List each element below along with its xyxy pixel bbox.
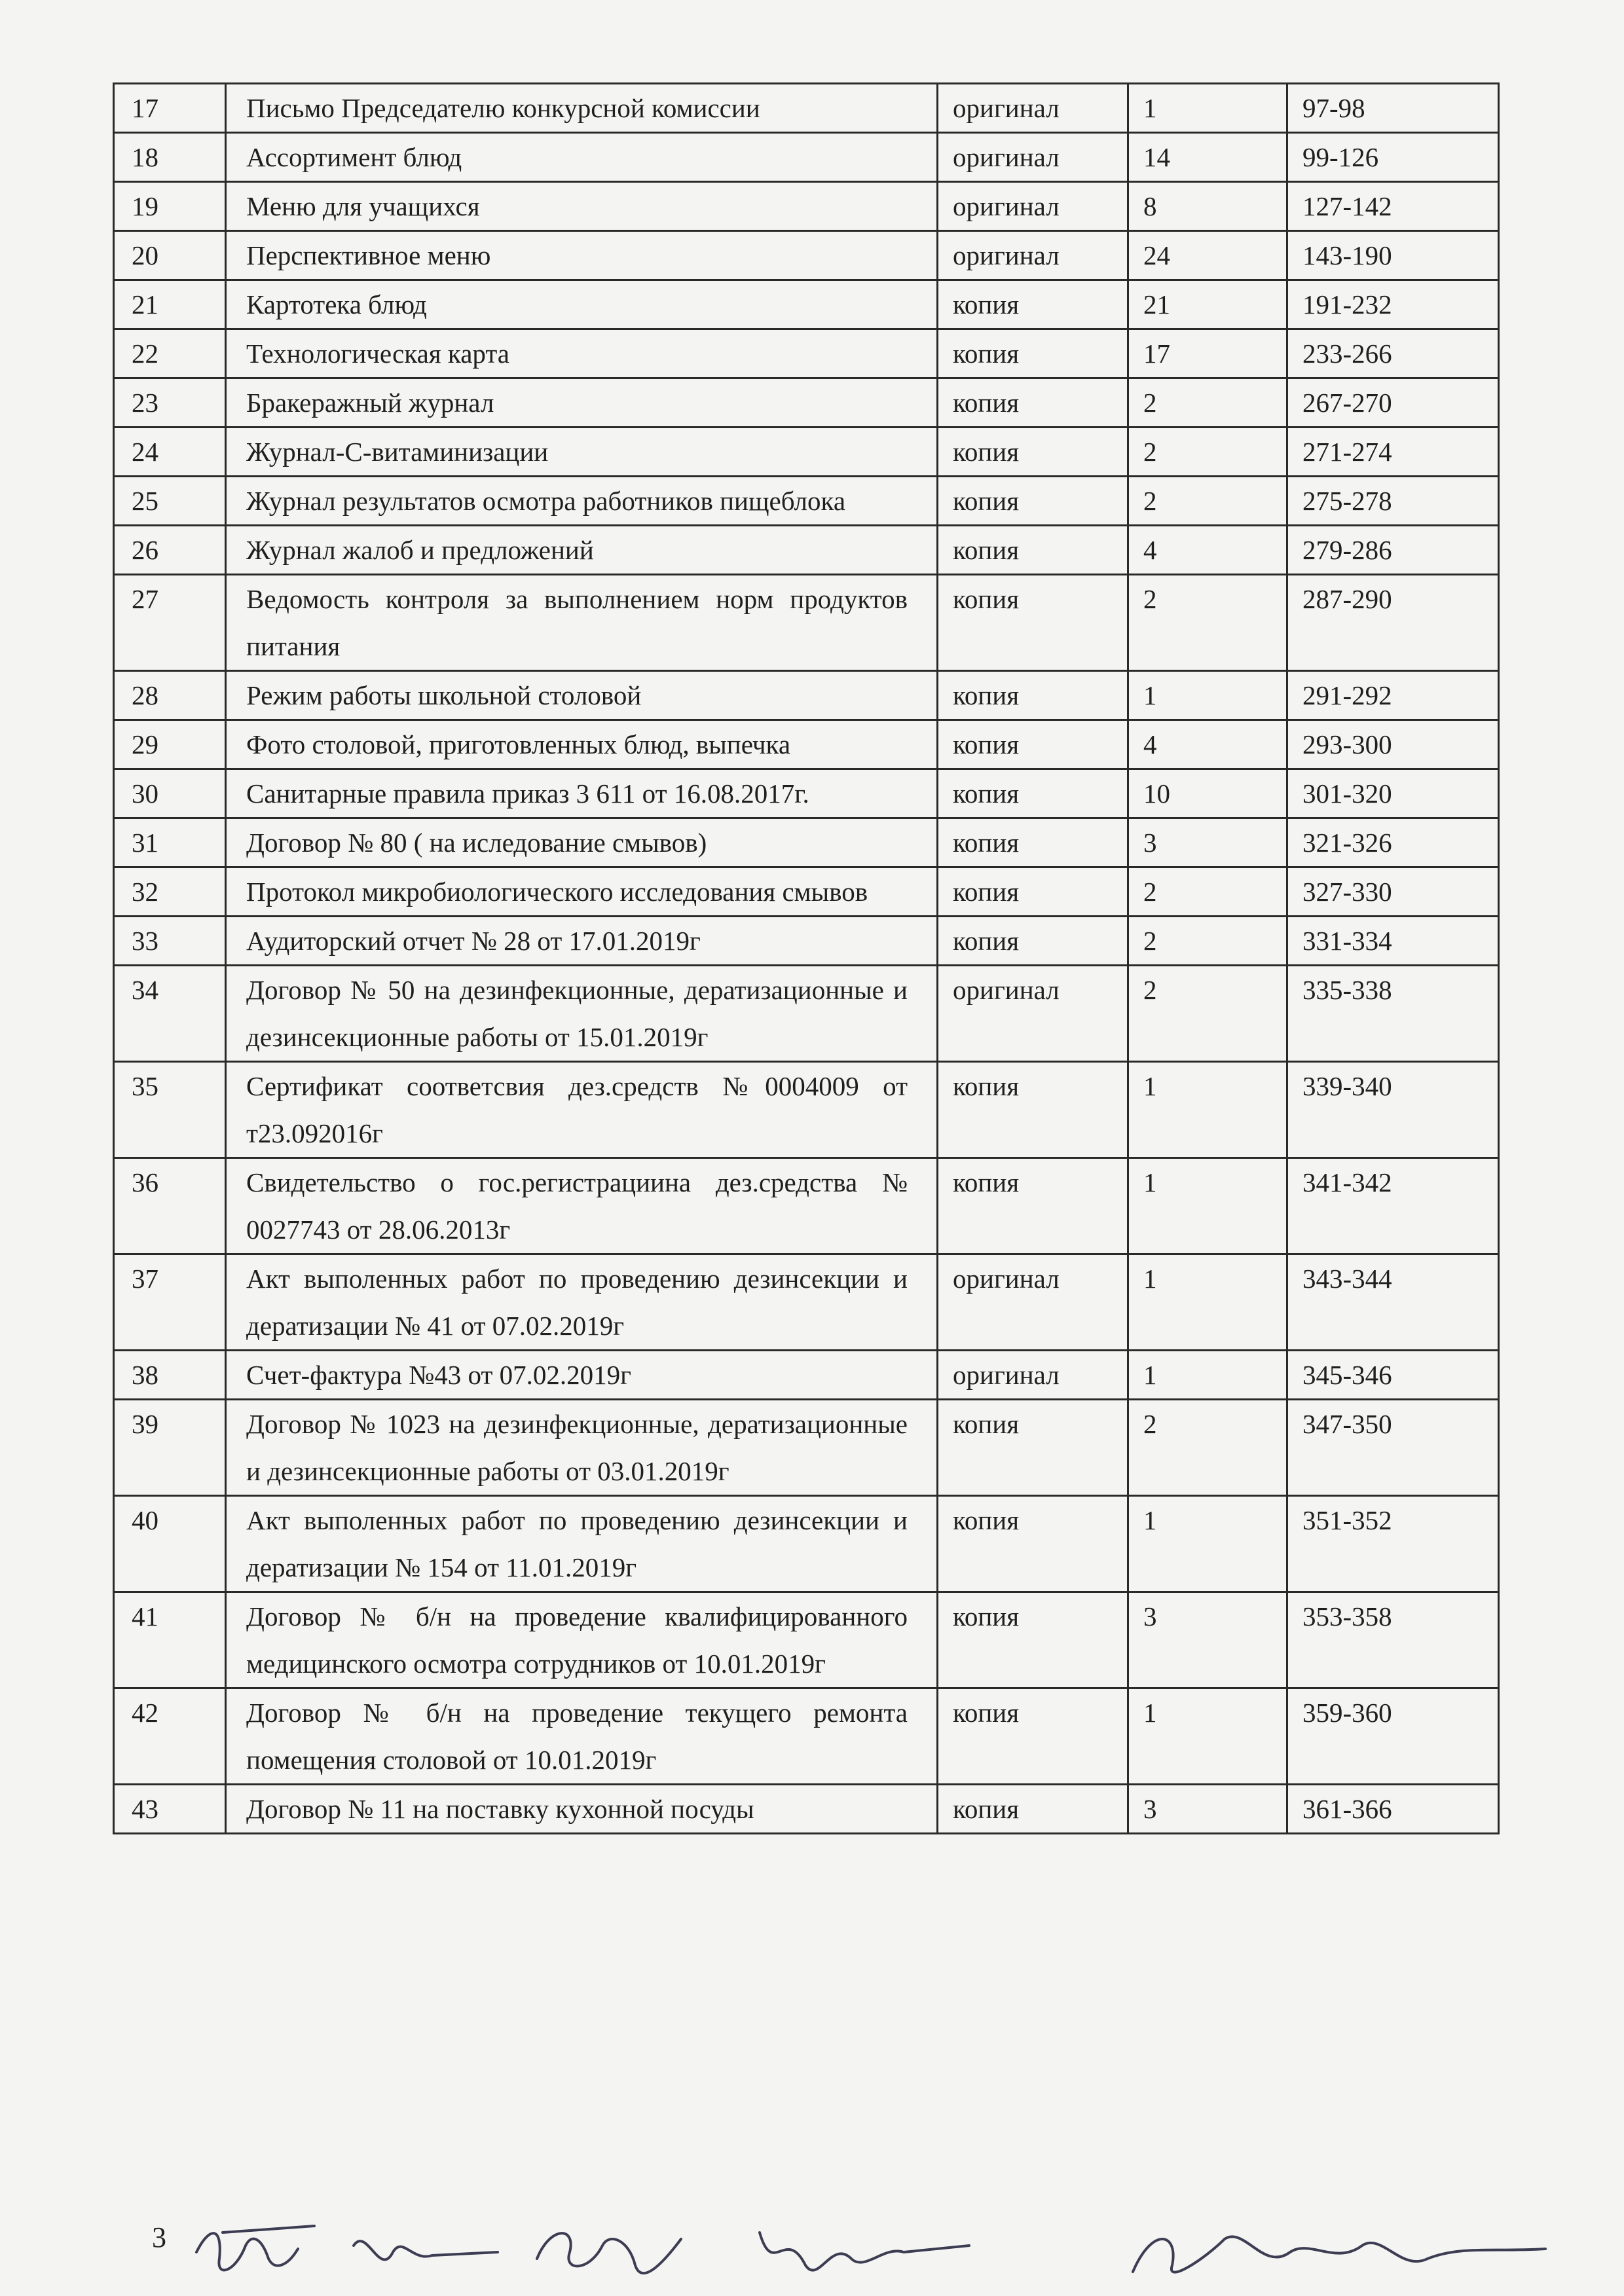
table-row [114, 428, 1499, 477]
table-row [114, 133, 1499, 182]
sheet-count: 1 [1128, 1688, 1287, 1785]
row-number: 27 [114, 575, 226, 671]
sheet-count: 1 [1128, 1496, 1287, 1592]
document-title: Журнал результатов осмотра работников пищеблока [226, 477, 938, 526]
document-title: Перспективное меню [226, 231, 938, 280]
sheet-count: 8 [1128, 182, 1287, 231]
document-type: копия [938, 671, 1128, 720]
document-type: копия [938, 1592, 1128, 1688]
table-row [114, 526, 1499, 575]
table-row [114, 477, 1499, 526]
document-title: Договор № 80 ( на иследование смывов) [226, 818, 938, 867]
page-range: 143-190 [1287, 231, 1499, 280]
page-range: 97-98 [1287, 84, 1499, 133]
row-number: 43 [114, 1785, 226, 1834]
row-number: 42 [114, 1688, 226, 1785]
sheet-count: 2 [1128, 378, 1287, 428]
row-number: 18 [114, 133, 226, 182]
document-type: копия [938, 867, 1128, 917]
sheet-count: 4 [1128, 526, 1287, 575]
row-number: 22 [114, 329, 226, 378]
row-number: 28 [114, 671, 226, 720]
table-row [114, 84, 1499, 133]
sheet-count: 2 [1128, 966, 1287, 1062]
document-title: Письмо Председателю конкурсной комиссии [226, 84, 938, 133]
row-number: 39 [114, 1400, 226, 1496]
document-title: Договор № 11 на поставку кухонной посуды [226, 1785, 938, 1834]
document-title: Акт выполенных работ по проведению дезинсекции и дератизации № 154 от 11.01.2019г [226, 1496, 938, 1592]
document-title: Акт выполенных работ по проведению дезинсекции и дератизации № 41 от 07.02.2019г [226, 1254, 938, 1351]
page-range: 127-142 [1287, 182, 1499, 231]
page-range: 351-352 [1287, 1496, 1499, 1592]
document-type: оригинал [938, 231, 1128, 280]
table-row [114, 1496, 1499, 1592]
document-type: копия [938, 1785, 1128, 1834]
row-number: 26 [114, 526, 226, 575]
sheet-count: 2 [1128, 867, 1287, 917]
table-row [114, 1400, 1499, 1496]
table-row [114, 1062, 1499, 1158]
table-row [114, 182, 1499, 231]
page-range: 331-334 [1287, 917, 1499, 966]
row-number: 30 [114, 769, 226, 818]
table-row [114, 867, 1499, 917]
table-row [114, 720, 1499, 769]
row-number: 25 [114, 477, 226, 526]
sheet-count: 17 [1128, 329, 1287, 378]
table-row [114, 575, 1499, 671]
row-number: 19 [114, 182, 226, 231]
document-title: Счет-фактура №43 от 07.02.2019г [226, 1351, 938, 1400]
row-number: 41 [114, 1592, 226, 1688]
sheet-count: 21 [1128, 280, 1287, 329]
sheet-count: 1 [1128, 1158, 1287, 1254]
document-type: копия [938, 428, 1128, 477]
document-type: копия [938, 720, 1128, 769]
document-title: Журнал жалоб и предложений [226, 526, 938, 575]
document-type: копия [938, 329, 1128, 378]
document-title: Фото столовой, приготовленных блюд, выпечка [226, 720, 938, 769]
table-row [114, 1785, 1499, 1834]
page-range: 343-344 [1287, 1254, 1499, 1351]
document-type: копия [938, 1688, 1128, 1785]
document-type: копия [938, 1158, 1128, 1254]
document-inventory-table [113, 82, 1500, 1834]
row-number: 37 [114, 1254, 226, 1351]
sheet-count: 3 [1128, 1592, 1287, 1688]
page-range: 291-292 [1287, 671, 1499, 720]
page-number: 3 [152, 2221, 166, 2253]
page-range: 293-300 [1287, 720, 1499, 769]
document-title: Договор № б/н на проведение текущего ремонта помещения столовой от 10.01.2019г [226, 1688, 938, 1785]
document-title: Аудиторский отчет № 28 от 17.01.2019г [226, 917, 938, 966]
row-number: 21 [114, 280, 226, 329]
page-range: 347-350 [1287, 1400, 1499, 1496]
row-number: 40 [114, 1496, 226, 1592]
table-body [114, 84, 1499, 1834]
table-row [114, 1158, 1499, 1254]
document-type: оригинал [938, 182, 1128, 231]
row-number: 17 [114, 84, 226, 133]
document-title: Сертификат соответсвия дез.средств №0004009 от т23.092016г [226, 1062, 938, 1158]
table-row [114, 231, 1499, 280]
document-type: копия [938, 526, 1128, 575]
document-title: Бракеражный журнал [226, 378, 938, 428]
page-range: 321-326 [1287, 818, 1499, 867]
page-range: 361-366 [1287, 1785, 1499, 1834]
row-number: 20 [114, 231, 226, 280]
table-row [114, 378, 1499, 428]
document-title: Режим работы школьной столовой [226, 671, 938, 720]
table-row [114, 1351, 1499, 1400]
page-range: 287-290 [1287, 575, 1499, 671]
page-range: 271-274 [1287, 428, 1499, 477]
row-number: 35 [114, 1062, 226, 1158]
handwritten-signatures [183, 2200, 1591, 2291]
table-row [114, 966, 1499, 1062]
table-row [114, 280, 1499, 329]
table-row [114, 818, 1499, 867]
document-type: копия [938, 1062, 1128, 1158]
document-type: оригинал [938, 1254, 1128, 1351]
document-type: оригинал [938, 84, 1128, 133]
document-type: оригинал [938, 1351, 1128, 1400]
document-type: копия [938, 917, 1128, 966]
table-row [114, 1592, 1499, 1688]
row-number: 23 [114, 378, 226, 428]
sheet-count: 10 [1128, 769, 1287, 818]
sheet-count: 1 [1128, 1351, 1287, 1400]
page-range: 233-266 [1287, 329, 1499, 378]
table-row [114, 1254, 1499, 1351]
document-type: копия [938, 769, 1128, 818]
document-title: Меню для учащихся [226, 182, 938, 231]
page-range: 335-338 [1287, 966, 1499, 1062]
document-title: Ассортимент блюд [226, 133, 938, 182]
document-type: оригинал [938, 133, 1128, 182]
sheet-count: 14 [1128, 133, 1287, 182]
row-number: 32 [114, 867, 226, 917]
page-range: 327-330 [1287, 867, 1499, 917]
document-title: Протокол микробиологического исследования смывов [226, 867, 938, 917]
document-type: копия [938, 818, 1128, 867]
sheet-count: 1 [1128, 671, 1287, 720]
document-type: копия [938, 1496, 1128, 1592]
sheet-count: 3 [1128, 1785, 1287, 1834]
page-range: 279-286 [1287, 526, 1499, 575]
document-title: Свидетельство о гос.регистрациина дез.средства № 0027743 от 28.06.2013г [226, 1158, 938, 1254]
table-row [114, 329, 1499, 378]
document-title: Договор № 50 на дезинфекционные, дератизационные и дезинсекционные работы от 15.01.2019г [226, 966, 938, 1062]
row-number: 31 [114, 818, 226, 867]
table-row [114, 671, 1499, 720]
page-range: 275-278 [1287, 477, 1499, 526]
sheet-count: 2 [1128, 1400, 1287, 1496]
table-row [114, 769, 1499, 818]
table-row [114, 1688, 1499, 1785]
document-type: копия [938, 477, 1128, 526]
page-range: 301-320 [1287, 769, 1499, 818]
sheet-count: 2 [1128, 428, 1287, 477]
document-title: Договор № б/н на проведение квалифицированного медицинского осмотра сотрудников от 10.01.2019г [226, 1592, 938, 1688]
sheet-count: 2 [1128, 575, 1287, 671]
page-range: 191-232 [1287, 280, 1499, 329]
sheet-count: 3 [1128, 818, 1287, 867]
document-type: копия [938, 1400, 1128, 1496]
page-range: 359-360 [1287, 1688, 1499, 1785]
document-title: Технологическая карта [226, 329, 938, 378]
sheet-count: 1 [1128, 1062, 1287, 1158]
document-title: Картотека блюд [226, 280, 938, 329]
page-range: 339-340 [1287, 1062, 1499, 1158]
row-number: 33 [114, 917, 226, 966]
row-number: 34 [114, 966, 226, 1062]
row-number: 24 [114, 428, 226, 477]
page-range: 341-342 [1287, 1158, 1499, 1254]
document-type: оригинал [938, 966, 1128, 1062]
sheet-count: 2 [1128, 917, 1287, 966]
sheet-count: 4 [1128, 720, 1287, 769]
row-number: 38 [114, 1351, 226, 1400]
sheet-count: 24 [1128, 231, 1287, 280]
table-row [114, 917, 1499, 966]
document-title: Ведомость контроля за выполнением норм продуктов питания [226, 575, 938, 671]
row-number: 29 [114, 720, 226, 769]
document-type: копия [938, 378, 1128, 428]
document-title: Договор № 1023 на дезинфекционные, дератизационные и дезинсекционные работы от 03.01.2019г [226, 1400, 938, 1496]
sheet-count: 2 [1128, 477, 1287, 526]
sheet-count: 1 [1128, 1254, 1287, 1351]
row-number: 36 [114, 1158, 226, 1254]
page-range: 353-358 [1287, 1592, 1499, 1688]
page-range: 99-126 [1287, 133, 1499, 182]
document-type: копия [938, 575, 1128, 671]
page-range: 267-270 [1287, 378, 1499, 428]
document-title: Журнал-С-витаминизации [226, 428, 938, 477]
sheet-count: 1 [1128, 84, 1287, 133]
document-type: копия [938, 280, 1128, 329]
page-range: 345-346 [1287, 1351, 1499, 1400]
document-title: Санитарные правила приказ 3 611 от 16.08.2017г. [226, 769, 938, 818]
